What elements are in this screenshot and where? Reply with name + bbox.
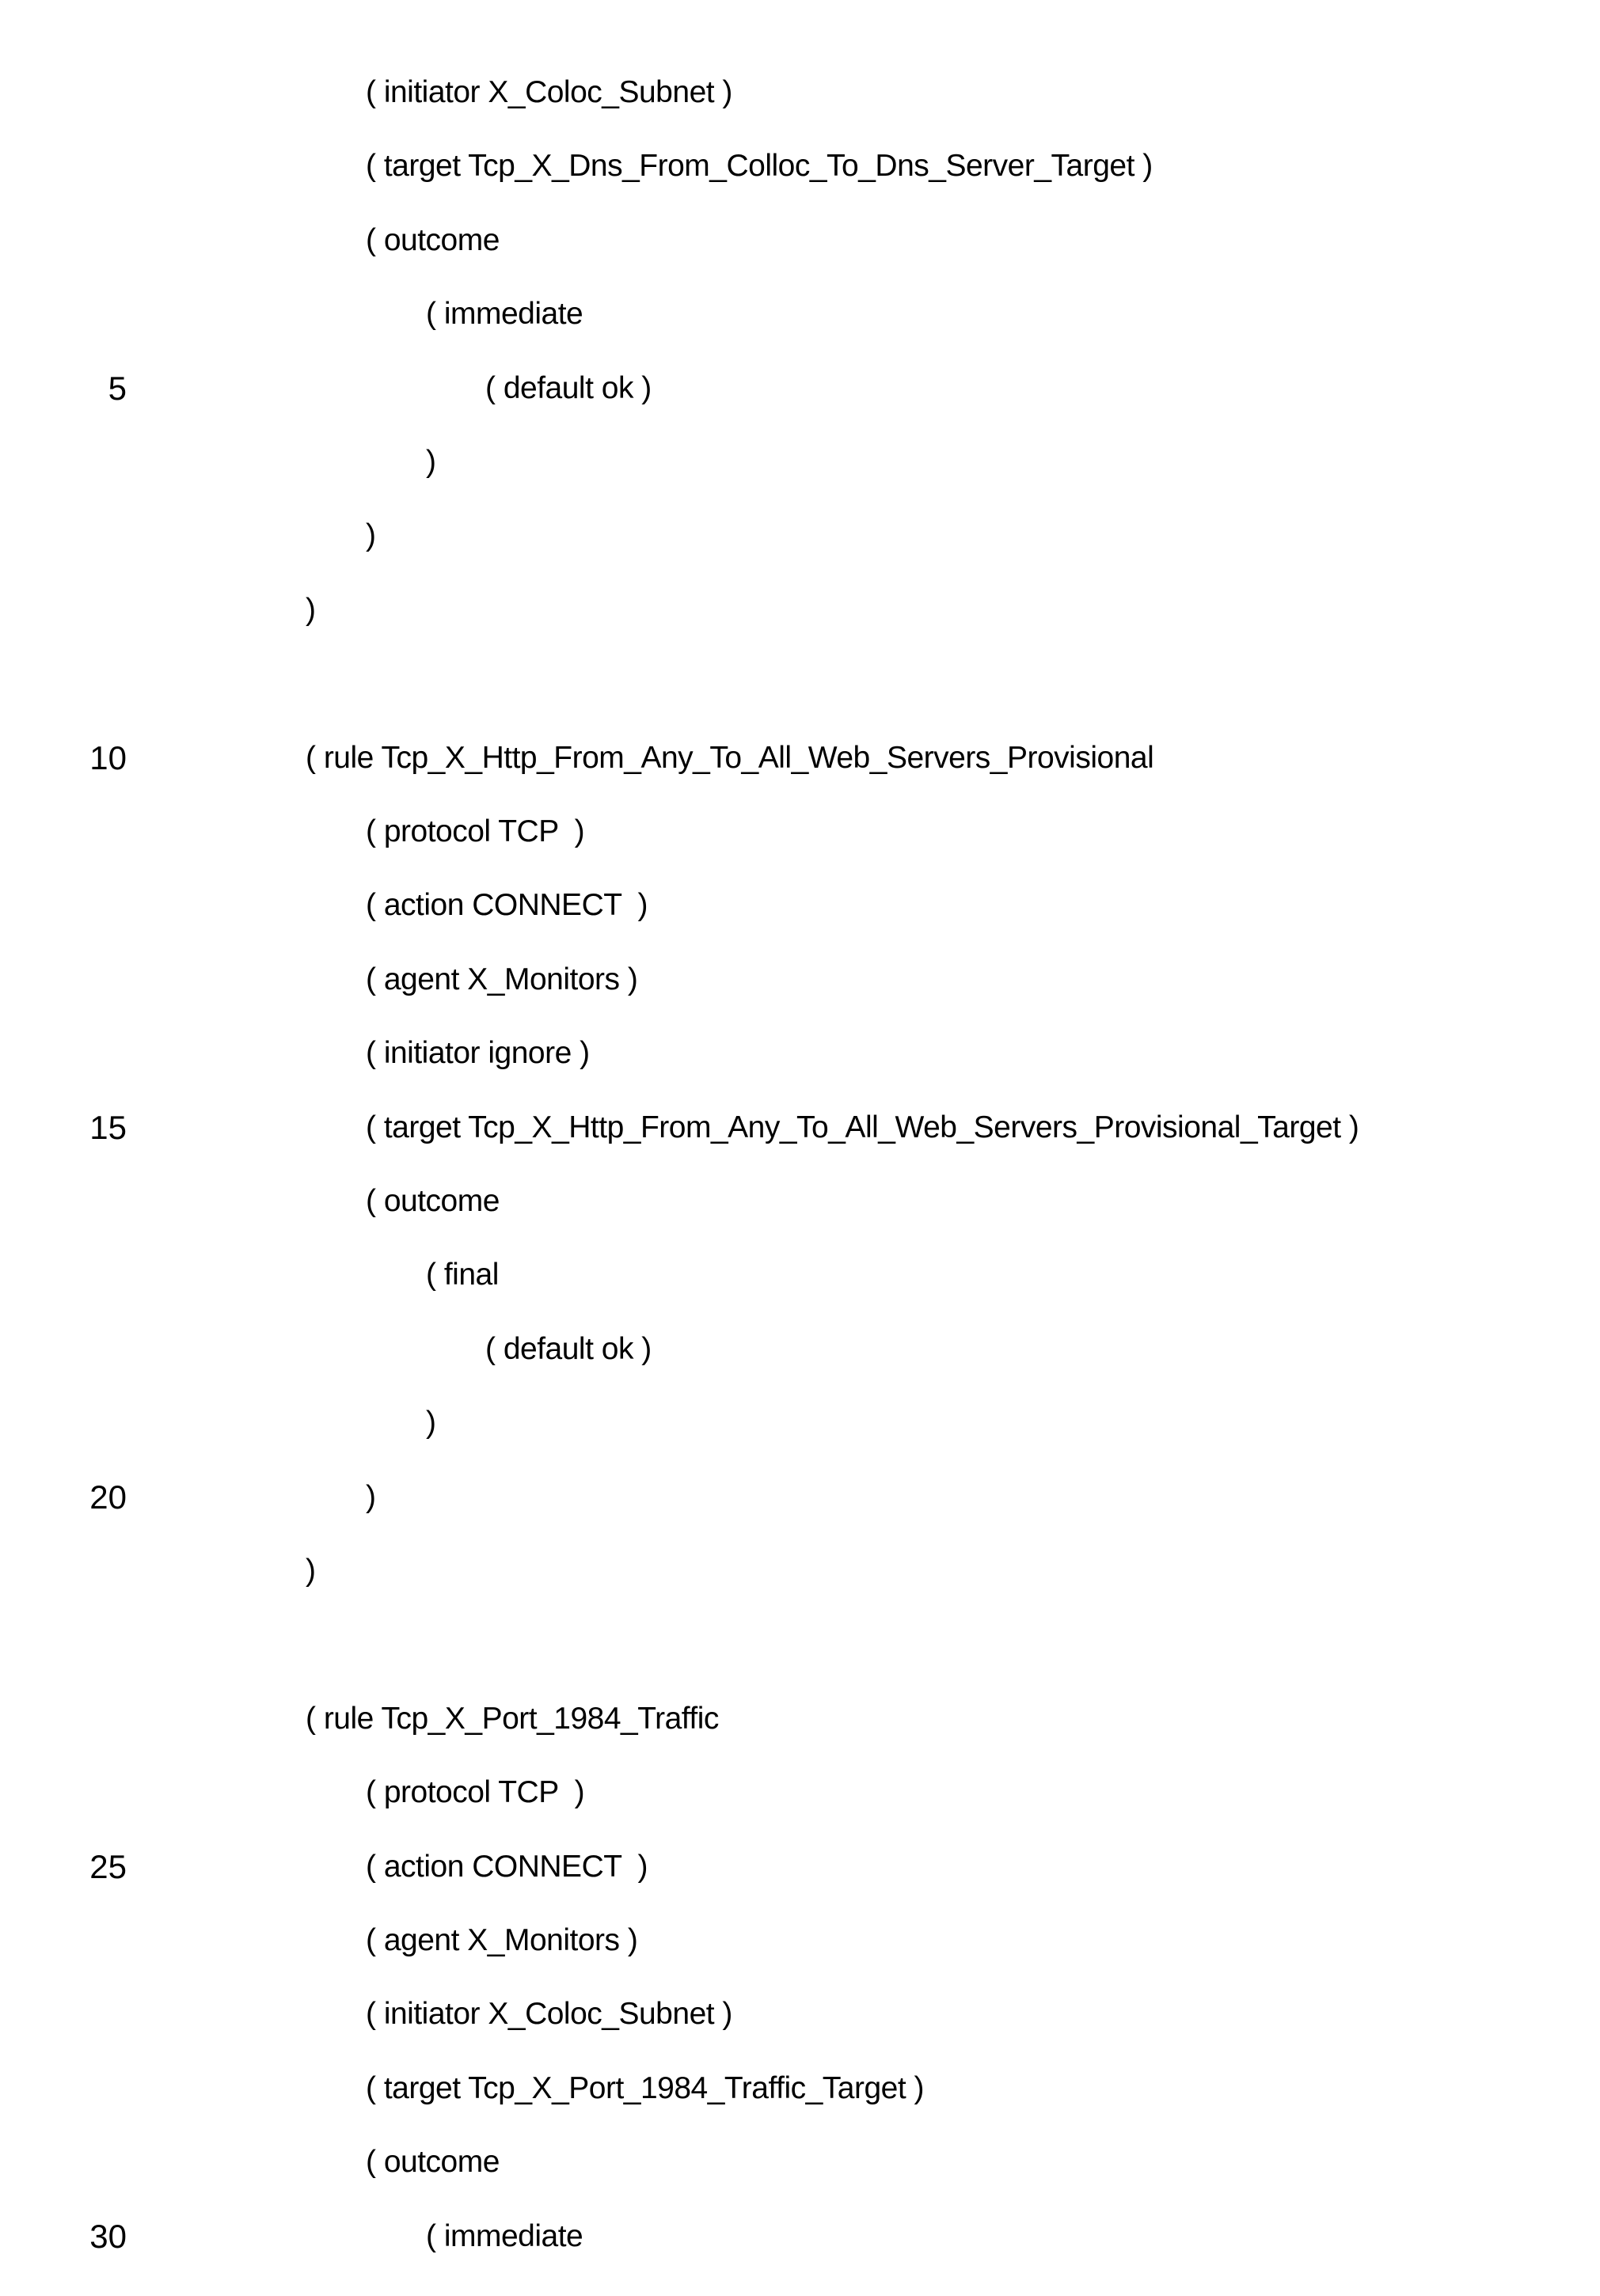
code-text: ( protocol TCP ) [366, 1769, 584, 1816]
line-number: 10 [0, 734, 127, 782]
code-text: ) [306, 586, 316, 634]
code-text: ( initiator X_Coloc_Subnet ) [366, 1990, 732, 2038]
code-text: ( default ok ) [485, 1326, 652, 1373]
code-text: ( rule Tcp_X_Port_1984_Traffic [306, 1695, 719, 1743]
code-text: ( initiator X_Coloc_Subnet ) [366, 69, 732, 116]
code-text: ( target Tcp_X_Http_From_Any_To_All_Web_Servers_Provisional_Target ) [366, 1104, 1359, 1152]
line-number: 20 [0, 1474, 127, 1521]
code-text: ( protocol TCP ) [366, 808, 584, 856]
code-text: ( outcome [366, 217, 500, 264]
code-text: ( target Tcp_X_Port_1984_Traffic_Target ) [366, 2065, 924, 2112]
code-text: ) [306, 1547, 316, 1595]
code-text: ( agent X_Monitors ) [366, 1917, 637, 1964]
code-text: ( outcome [366, 1178, 500, 1225]
code-text: ( rule Tcp_X_Http_From_Any_To_All_Web_Servers_Provisional [306, 734, 1153, 782]
code-text: ) [426, 1399, 436, 1447]
line-number: 30 [0, 2213, 127, 2260]
code-text: ( final [426, 1251, 499, 1299]
line-number: 5 [0, 365, 127, 412]
code-text: ( action CONNECT ) [366, 882, 648, 929]
code-text: ( default ok ) [485, 365, 652, 412]
code-text: ( target Tcp_X_Dns_From_Colloc_To_Dns_Server_Target ) [366, 142, 1153, 190]
code-text: ( immediate [426, 290, 583, 338]
code-text: ) [366, 512, 376, 560]
code-text: ) [426, 438, 436, 486]
code-text: ( outcome [366, 2139, 500, 2186]
line-number: 15 [0, 1104, 127, 1152]
code-text: ( initiator ignore ) [366, 1030, 590, 1077]
code-text: ( agent X_Monitors ) [366, 956, 637, 1004]
line-number: 25 [0, 1843, 127, 1891]
code-text: ) [366, 1474, 376, 1521]
code-text: ( action CONNECT ) [366, 1843, 648, 1891]
code-text: ( immediate [426, 2213, 583, 2260]
